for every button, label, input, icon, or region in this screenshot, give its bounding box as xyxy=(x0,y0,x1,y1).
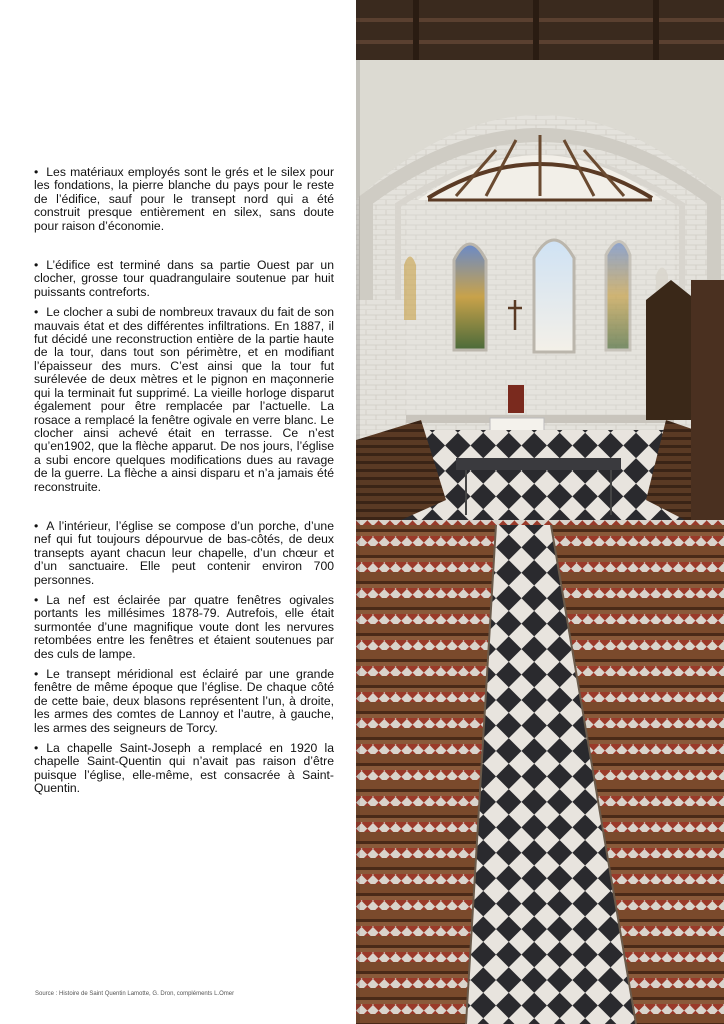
paragraph xyxy=(34,594,334,661)
bullet: • xyxy=(34,165,39,179)
text-column xyxy=(34,166,334,796)
bullet: • xyxy=(34,518,39,533)
bullet: • xyxy=(34,258,39,273)
bullet: • xyxy=(34,305,39,320)
paragraph xyxy=(34,742,334,796)
bullet: • xyxy=(34,667,39,681)
paragraph-text: A l’intérieur, l’église se compose d’un porche, d’une nef qui fut toujours dépourvue de bas-côtés, de deux transepts ayant chacun leur chapelle, d’un chœur et d’un sanctuaire. Elle peut contenir environ 700 personnes. xyxy=(34,518,334,587)
paragraph-text: Le transept méridional est éclairé par une grande fenêtre de même époque que l’église. De chaque côté de cette baie, deux blasons représentent l’un, à droite, les armes des comtes de Lannoy et l’autre, à gauche, les armes des seigneurs de Torcy. xyxy=(34,667,334,735)
church-interior-photo xyxy=(356,0,724,1024)
paragraph-text: La nef est éclairée par quatre fenêtres ogivales portants les millésimes 1878-79. Autrefois, elle était surmontée d’une magnifique voute dont les nervures retombées entre les fenêtres et étaient soutenues par des culs de lampe. xyxy=(34,592,334,661)
paragraph xyxy=(34,259,334,299)
bullet: • xyxy=(34,741,39,756)
bullet: • xyxy=(34,592,39,607)
paragraph-text: Les matériaux employés sont le grés et le silex pour les fondations, la pierre blanche du pays pour le reste de l’édifice, sauf pour le transept nord qui a été construit presque entièrement en silex, sans doute pour raison d’économie. xyxy=(34,165,334,233)
paragraph-text: Le clocher a subi de nombreux travaux du fait de son mauvais état et des différentes infiltrations. En 1887, il fut décidé une reconstruction entière de la partie haute de la tour, dans tout son périmètre, et en modifiant l’épaisseur des murs. C’est ainsi que la tour fut surélevée de deux mètres et le pignon en maçonnerie qui la terminait fut supprimé. La vieille horloge disparut également pour être remplacée par l’actuelle. La rosace a remplacé la fenêtre ogivale en verre blanc. Le clocher ainsi achevé était en terrasse. Ce n’est qu’en1902, que la flèche apparut. De nos jours, l’église a subi encore quelques modifications dues au ravage de la guerre. La flèche a ainsi disparu et n’a jamais été reconstruite. xyxy=(34,305,334,494)
paragraph-text: L’édifice est terminé dans sa partie Ouest par un clocher, grosse tour quadrangulaire soutenue par huit puissants contreforts. xyxy=(34,258,334,299)
paragraph xyxy=(34,520,334,587)
paragraph xyxy=(34,306,334,494)
paragraph-text: La chapelle Saint-Joseph a remplacé en 1920 la chapelle Saint-Quentin qui n’avait pas raison d’être puisque l’église, elle-même, est consacrée à Saint-Quentin. xyxy=(34,741,334,796)
paragraph xyxy=(34,166,334,233)
paragraph xyxy=(34,668,334,735)
source-caption: Source : Histoire de Saint Quentin Lamotte, G. Dron, compléments L.Omer xyxy=(35,991,235,997)
